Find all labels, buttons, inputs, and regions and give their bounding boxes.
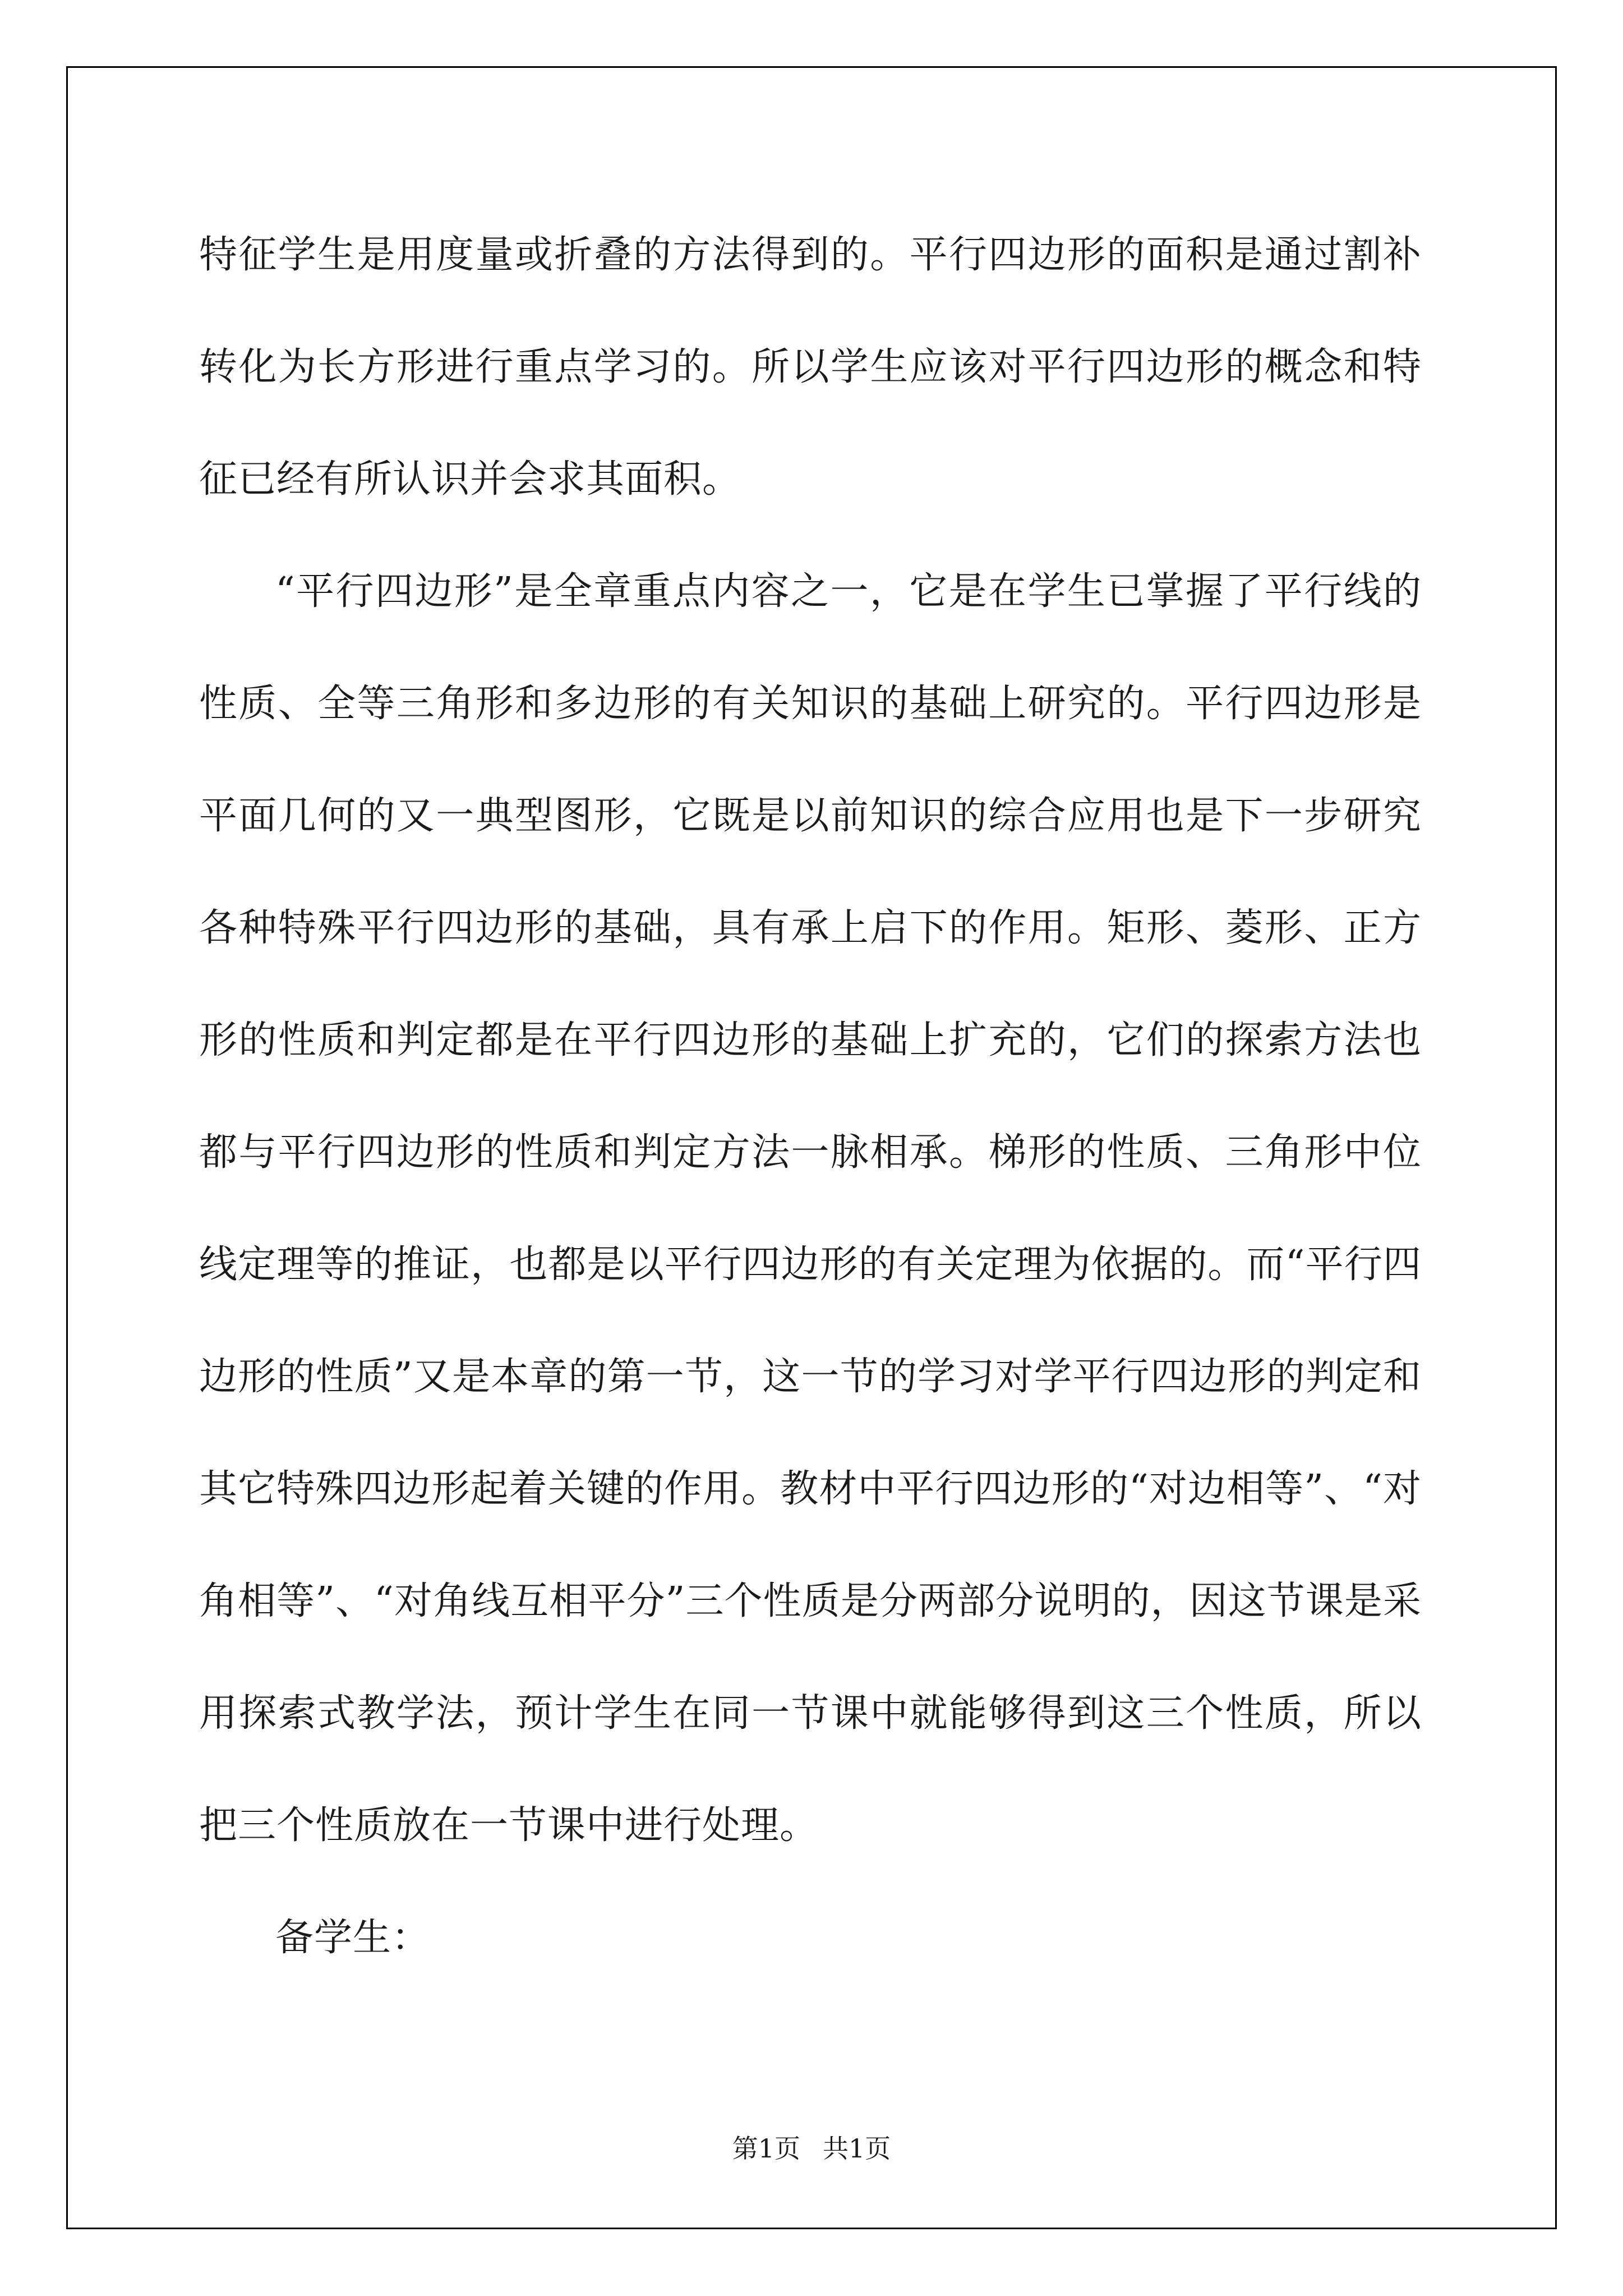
page-total: 共1页 bbox=[823, 2133, 891, 2164]
page-footer bbox=[0, 2132, 1623, 2165]
paragraph-2: “平行四边形”是全章重点内容之一，它是在学生已掌握了平行线的性质、全等三角形和多边形的有关知识的基础上研究的。平行四边形是平面几何的又一典型图形，它既是以前知识的综合应用也是下一步研究各种特殊平行四边形的基础，具有承上启下的作用。矩形、菱形、正方形的性质和判定都是在平行四边形的基础上扩充的，它们的探索方法也都与平行四边形的性质和判定方法一脉相承。梯形的性质、三角形中位线定理等的推证，也都是以平行四边形的有关定理为依据的。而“平行四边形的性质”又是本章的第一节，这一节的学习对学平行四边形的判定和其它特殊四边形起着关键的作用。教材中平行四边形的“对边相等”、“对角相等”、“对角线互相平分”三个性质是分两部分说明的，因这节课是采用探索式教学法，预计学生在同一节课中就能够得到这三个性质，所以把三个性质放在一节课中进行处理。 bbox=[199, 569, 1422, 1848]
paragraph-3-heading: 备学生： bbox=[275, 1916, 431, 1960]
paragraph-1: 特征学生是用度量或折叠的方法得到的。平行四边形的面积是通过割补转化为长方形进行重点学习的。所以学生应该对平行四边形的概念和特征已经有所认识并会求其面积。 bbox=[199, 233, 1422, 501]
document-body bbox=[199, 199, 1422, 1994]
page-number: 第1页 bbox=[732, 2133, 800, 2164]
